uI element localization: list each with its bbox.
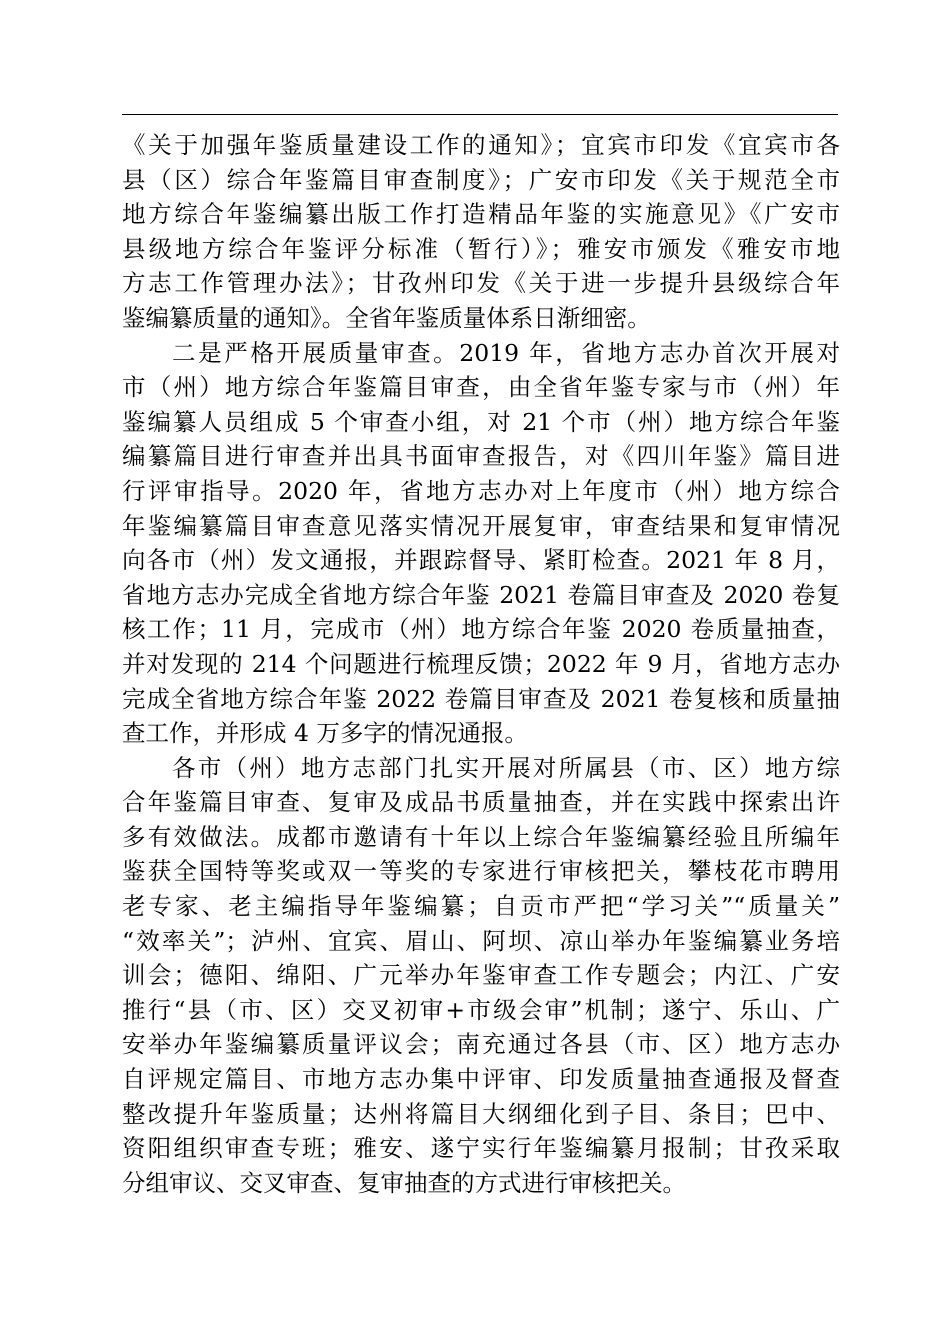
text-line: 核工作；11 月，完成市（州）地方综合年鉴 2020 卷质量抽查，	[122, 615, 840, 644]
text-line: 鉴编纂质量的通知》。全省年鉴质量体系日渐细密。	[122, 303, 651, 332]
paragraph	[122, 128, 840, 336]
text-line: 并对发现的 214 个问题进行梳理反馈；2022 年 9 月，省地方志办	[122, 649, 840, 678]
text-line: 年鉴编纂篇目审查意见落实情况开展复审，审查结果和复审情况	[122, 511, 840, 540]
text-line: 鉴获全国特等奖或双一等奖的专家进行审核把关，攀枝花市聘用	[122, 857, 840, 886]
text-line: 县级地方综合年鉴评分标准（暂行）》；雅安市颁发《雅安市地	[122, 234, 840, 263]
text-line: 合年鉴篇目审查、复审及成品书质量抽查，并在实践中探索出许	[122, 788, 840, 817]
text-line: 多有效做法。成都市邀请有十年以上综合年鉴编纂经验且所编年	[122, 822, 840, 851]
text-line: 编纂篇目进行审查并出具书面审查报告，对《四川年鉴》篇目进	[122, 442, 840, 471]
text-line: 查工作，并形成 4 万多字的情况通报。	[122, 719, 528, 748]
text-line: 安举办年鉴编纂质量评议会；南充通过各县（市、区）地方志办	[122, 1030, 840, 1059]
paragraph-container	[122, 128, 840, 1200]
text-line: 老专家、老主编指导年鉴编纂；自贡市严把“学习关”“质量关”	[122, 892, 840, 921]
text-line: 《关于加强年鉴质量建设工作的通知》；宜宾市印发《宜宾市各	[122, 131, 840, 159]
paragraph	[122, 336, 840, 751]
text-line: 省地方志办完成全省地方综合年鉴 2021 卷篇目审查及 2020 卷复	[122, 580, 840, 609]
paragraph	[122, 751, 840, 1201]
text-line: 县（区）综合年鉴篇目审查制度》；广安市印发《关于规范全市	[122, 165, 840, 194]
document-body	[122, 128, 840, 1200]
text-line: 方志工作管理办法》；甘孜州印发《关于进一步提升县级综合年	[122, 269, 840, 298]
text-line: 资阳组织审查专班；雅安、遂宁实行年鉴编纂月报制；甘孜采取	[122, 1134, 840, 1163]
text-line: 地方综合年鉴编纂出版工作打造精品年鉴的实施意见》《广安市	[122, 200, 840, 229]
text-line: 完成全省地方综合年鉴 2022 卷篇目审查及 2021 卷复核和质量抽	[122, 684, 840, 713]
text-line: 向各市（州）发文通报，并跟踪督导、紧盯检查。2021 年 8 月，	[122, 546, 840, 575]
text-line: 推行“县（市、区）交叉初审+市级会审”机制；遂宁、乐山、广	[122, 995, 840, 1024]
text-line: 市（州）地方综合年鉴篇目审查，由全省年鉴专家与市（州）年	[122, 373, 840, 402]
text-line: 行评审指导。2020 年，省地方志办对上年度市（州）地方综合	[122, 476, 840, 505]
header-rule	[122, 114, 838, 115]
text-line: 各市（州）地方志部门扎实开展对所属县（市、区）地方综	[172, 753, 840, 782]
text-line: 二是严格开展质量审查。2019 年，省地方志办首次开展对	[172, 338, 840, 367]
text-line: 自评规定篇目、市地方志办集中评审、印发质量抽查通报及督查	[122, 1065, 840, 1094]
text-line: 整改提升年鉴质量；达州将篇目大纲细化到子目、条目；巴中、	[122, 1099, 840, 1128]
text-line: 鉴编纂人员组成 5 个审查小组，对 21 个市（州）地方综合年鉴	[122, 407, 840, 436]
text-line: 训会；德阳、绵阳、广元举办年鉴审查工作专题会；内江、广安	[122, 961, 840, 990]
text-line: “效率关”；泸州、宜宾、眉山、阿坝、凉山举办年鉴编纂业务培	[122, 926, 840, 955]
text-line: 分组审议、交叉审查、复审抽查的方式进行审核把关。	[122, 1168, 686, 1197]
